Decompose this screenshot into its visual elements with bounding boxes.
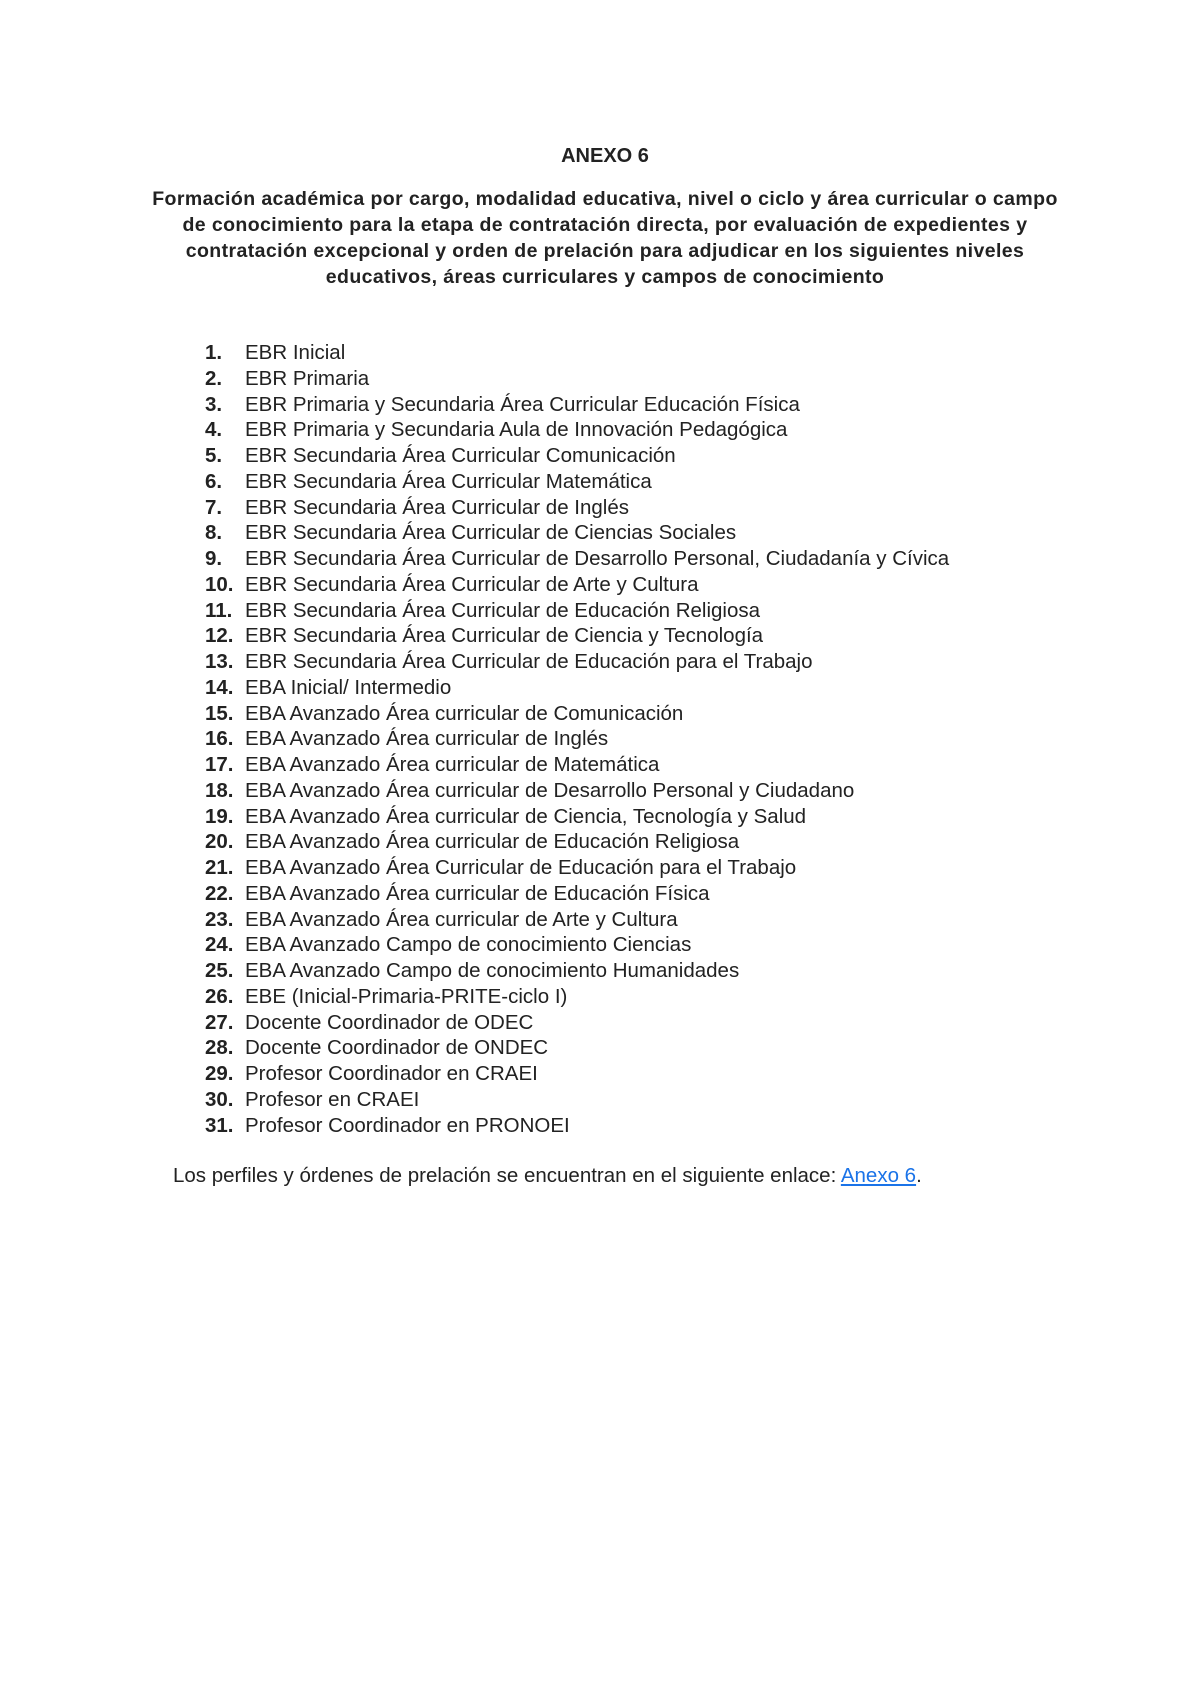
list-item bbox=[205, 417, 949, 443]
list-item-text: EBR Primaria y Secundaria Aula de Innovación Pedagógica bbox=[245, 418, 788, 442]
list-item-text: EBR Secundaria Área Curricular de Inglés bbox=[245, 495, 629, 519]
list-item-number: 16. bbox=[205, 727, 234, 751]
list-item-text: EBA Avanzado Área curricular de Ciencia, Tecnología y Salud bbox=[245, 804, 807, 828]
list-item-text: EBA Avanzado Área curricular de Comunicación bbox=[245, 701, 684, 725]
list-item-text: EBA Avanzado Área curricular de Arte y Cultura bbox=[245, 907, 678, 931]
list-item-text: EBR Secundaria Área Curricular de Educación Religiosa bbox=[245, 598, 761, 622]
list-item-text: EBR Inicial bbox=[245, 341, 346, 364]
list-item bbox=[205, 726, 949, 752]
list-item-number: 22. bbox=[205, 881, 234, 905]
list-item bbox=[205, 520, 949, 546]
list-item-text: EBA Avanzado Área curricular de Desarrollo Personal y Ciudadano bbox=[245, 778, 855, 802]
list-item bbox=[205, 778, 949, 804]
list-item-number: 18. bbox=[205, 778, 234, 802]
list-item-number: 21. bbox=[205, 856, 234, 879]
list-item-text: EBA Avanzado Área curricular de Inglés bbox=[245, 727, 609, 751]
list-item bbox=[205, 495, 949, 521]
list-item bbox=[205, 366, 949, 392]
list-item bbox=[205, 546, 949, 572]
list-item-number: 6. bbox=[205, 469, 223, 493]
list-item-text: Profesor Coordinador en PRONOEI bbox=[245, 1113, 570, 1137]
list-item-text: EBR Secundaria Área Curricular de Arte y Cultura bbox=[245, 572, 699, 596]
list-item-text: EBA Avanzado Área curricular de Educación Física bbox=[245, 881, 710, 905]
list-item bbox=[205, 392, 949, 418]
list-item-text: Profesor en CRAEI bbox=[245, 1087, 420, 1111]
list-item-number: 17. bbox=[205, 753, 234, 776]
numbered-list bbox=[205, 340, 949, 1138]
list-item-text: EBA Avanzado Área curricular de Educación Religiosa bbox=[245, 830, 740, 854]
list-item-text: EBA Avanzado Campo de conocimiento Humanidades bbox=[245, 959, 740, 982]
list-item-text: EBR Primaria y Secundaria Área Curricular Educación Física bbox=[245, 392, 800, 416]
list-item bbox=[205, 881, 949, 907]
list-item-text: EBR Secundaria Área Curricular Comunicación bbox=[245, 444, 676, 467]
list-item bbox=[205, 469, 949, 495]
list-item-number: 5. bbox=[205, 444, 223, 467]
list-item-text: Profesor Coordinador en CRAEI bbox=[245, 1062, 538, 1085]
list-item-number: 3. bbox=[205, 392, 223, 416]
list-item bbox=[205, 1113, 949, 1139]
list-item-number: 12. bbox=[205, 624, 234, 648]
list-item-text: EBA Avanzado Campo de conocimiento Ciencias bbox=[245, 933, 692, 957]
list-item bbox=[205, 701, 949, 727]
list-item-number: 11. bbox=[205, 598, 233, 622]
list-item bbox=[205, 623, 949, 649]
list-item-number: 8. bbox=[205, 521, 223, 545]
list-item-text: Docente Coordinador de ODEC bbox=[245, 1010, 534, 1034]
list-item bbox=[205, 804, 949, 830]
list-item-text: EBE (Inicial-Primaria-PRITE-ciclo I) bbox=[245, 984, 568, 1008]
list-item-text: EBA Avanzado Área Curricular de Educación para el Trabajo bbox=[245, 856, 797, 879]
list-item bbox=[205, 752, 949, 778]
list-item-number: 2. bbox=[205, 366, 223, 390]
list-item-text: EBR Secundaria Área Curricular de Educación para el Trabajo bbox=[245, 650, 813, 673]
list-item-number: 19. bbox=[205, 804, 234, 828]
list-item-text: Docente Coordinador de ONDEC bbox=[245, 1036, 549, 1060]
list-item-number: 30. bbox=[205, 1087, 234, 1111]
list-item bbox=[205, 443, 949, 469]
list-item-number: 15. bbox=[205, 701, 234, 725]
list-item-text: EBR Secundaria Área Curricular de Desarrollo Personal, Ciudadanía y Cívica bbox=[245, 547, 950, 570]
list-item-number: 1. bbox=[205, 341, 223, 364]
footer-text: Los perfiles y órdenes de prelación se encuentran en el siguiente enlace: bbox=[173, 1164, 841, 1187]
footer-note bbox=[173, 1162, 922, 1190]
list-item-text: EBR Primaria bbox=[245, 366, 370, 390]
footer-period: . bbox=[916, 1164, 922, 1187]
list-item-number: 24. bbox=[205, 933, 234, 957]
list-item bbox=[205, 1061, 949, 1087]
list-item bbox=[205, 1087, 949, 1113]
list-item bbox=[205, 340, 949, 366]
list-item-number: 10. bbox=[205, 572, 234, 596]
list-item bbox=[205, 1035, 949, 1061]
list-item-number: 9. bbox=[205, 547, 223, 570]
list-item-text: EBR Secundaria Área Curricular Matemática bbox=[245, 469, 652, 493]
list-item-number: 31. bbox=[205, 1113, 234, 1137]
list-item-number: 14. bbox=[205, 675, 234, 699]
list-item bbox=[205, 958, 949, 984]
list-item-text: EBR Secundaria Área Curricular de Ciencias Sociales bbox=[245, 521, 737, 545]
list-item bbox=[205, 907, 949, 933]
list-item bbox=[205, 572, 949, 598]
list-item bbox=[205, 855, 949, 881]
list-item-number: 4. bbox=[205, 418, 223, 442]
annex-title: ANEXO 6 bbox=[561, 145, 649, 167]
list-item bbox=[205, 649, 949, 675]
list-item-number: 25. bbox=[205, 959, 234, 982]
list-item-number: 23. bbox=[205, 907, 234, 931]
list-item-text: EBA Inicial/ Intermedio bbox=[245, 675, 452, 699]
list-item-number: 29. bbox=[205, 1062, 234, 1085]
list-item-text: EBR Secundaria Área Curricular de Ciencia y Tecnología bbox=[245, 624, 764, 648]
list-item bbox=[205, 1010, 949, 1036]
annex-6-link[interactable]: Anexo 6 bbox=[840, 1164, 917, 1187]
list-item bbox=[205, 675, 949, 701]
list-item bbox=[205, 598, 949, 624]
list-item-number: 28. bbox=[205, 1036, 234, 1060]
list-item-number: 26. bbox=[205, 984, 234, 1008]
list-item-number: 7. bbox=[205, 495, 223, 519]
annex-subtitle: Formación académica por cargo, modalidad educativa, nivel o ciclo y área curricular o campo de conocimiento para la etapa de contratación directa, por evaluación de expedientes y contratación excepcional y orden de prelación para adjudicar en los siguientes niveles educativos, áreas curriculares y campos de conocimiento bbox=[152, 188, 1058, 288]
list-item bbox=[205, 829, 949, 855]
list-item-text: EBA Avanzado Área curricular de Matemática bbox=[245, 753, 660, 776]
list-item-number: 27. bbox=[205, 1010, 234, 1034]
list-item bbox=[205, 932, 949, 958]
list-item bbox=[205, 984, 949, 1010]
list-item-number: 13. bbox=[205, 650, 234, 673]
list-item-number: 20. bbox=[205, 830, 234, 854]
